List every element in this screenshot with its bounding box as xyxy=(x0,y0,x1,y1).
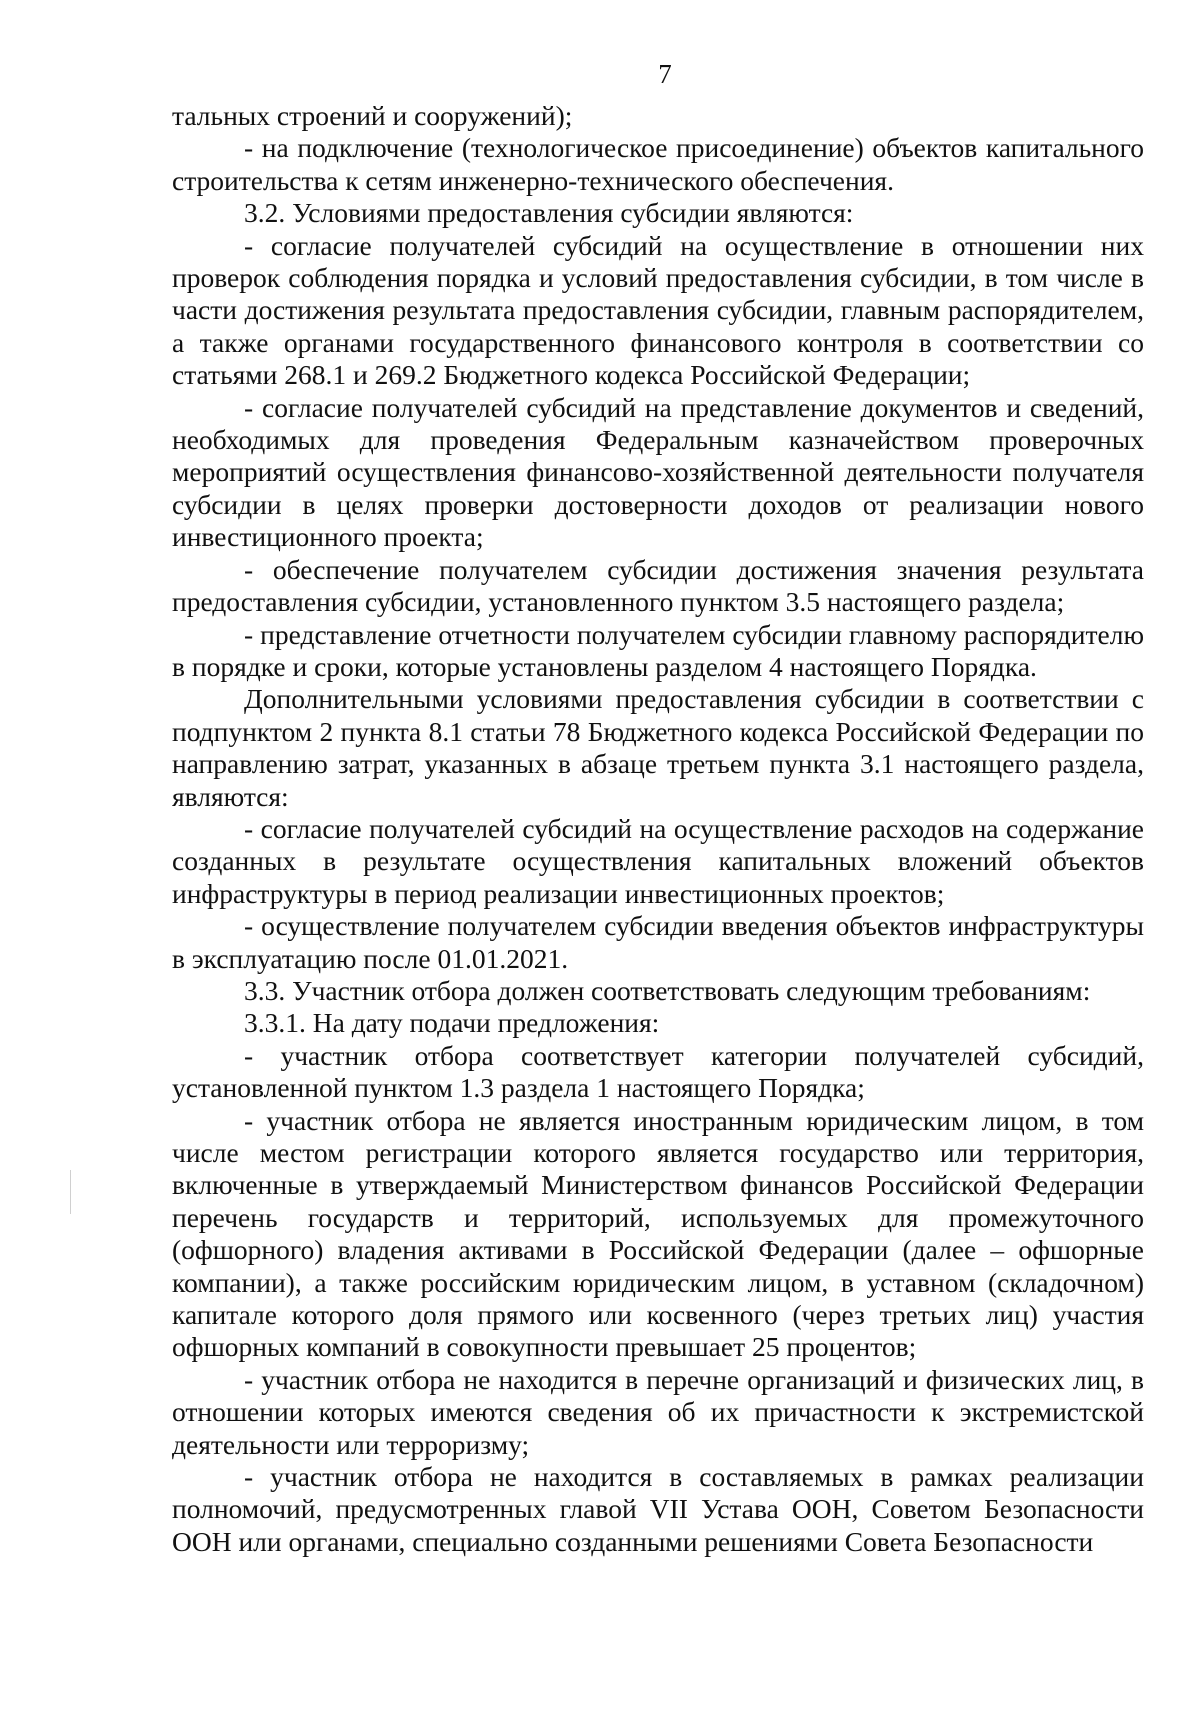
paragraph: - осуществление получателем субсидии введения объектов инфраструктуры в эксплуатацию после 01.01.2021. xyxy=(172,910,1144,974)
paragraph: - участник отбора соответствует категории получателей субсидий, установленной пунктом 1.3 раздела 1 настоящего Порядка; xyxy=(172,1039,1144,1104)
paragraph: 3.3. Участник отбора должен соответствовать следующим требованиям: xyxy=(244,974,1091,1006)
paragraph: - участник отбора не находится в перечне организаций и физических лиц, в отношении которых имеются сведения об их причастности к экстремистской деятельности или терроризму; xyxy=(172,1363,1144,1460)
paragraph: тальных строений и сооружений); xyxy=(172,100,573,131)
paragraph: - согласие получателей субсидий на представление документов и сведений, необходимых для проведения Федеральным казначейством проверочных мероприятий осуществления финансово-хозяйственной деятельности получателя субсидии в целях проверки достоверности доходов от реализации нового инвестиционного проекта; xyxy=(172,391,1144,553)
paragraph: - обеспечение получателем субсидии достижения значения результата предоставления субсидии, установленного пунктом 3.5 настоящего раздела; xyxy=(172,553,1144,618)
document-body xyxy=(172,100,1144,1558)
paragraph: - согласие получателей субсидий на осуществление расходов на содержание созданных в результате осуществления капитальных вложений объектов инфраструктуры в период реализации инвестиционных проектов; xyxy=(172,812,1144,909)
paragraph: - представление отчетности получателем субсидии главному распорядителю в порядке и сроки, которые установлены разделом 4 настоящего Порядка. xyxy=(172,618,1144,682)
page-number: 7 xyxy=(658,59,672,89)
paragraph: Дополнительными условиями предоставления субсидии в соответствии с подпунктом 2 пункта 8.1 статьи 78 Бюджетного кодекса Российской Федерации по направлению затрат, указанных в абзаце третьем пункта 3.1 настоящего раздела, являются: xyxy=(172,683,1144,812)
paragraph: 3.2. Условиями предоставления субсидии являются: xyxy=(244,197,854,229)
paragraph: - участник отбора не является иностранным юридическим лицом, в том числе местом регистрации которого является государство или территория, включенные в утверждаемый Министерством финансов Российской Федерации перечень государств и территорий, используемых для промежуточного (офшорного) владения активами в Российской Федерации (далее – офшорные компании), а также российским юридическим лицом, в уставном (складочном) капитале которого доля прямого или косвенного (через третьих лиц) участия офшорных компаний в совокупности превышает 25 процентов; xyxy=(172,1104,1144,1363)
paragraph: 3.3.1. На дату подачи предложения: xyxy=(244,1007,660,1039)
paragraph: - согласие получателей субсидий на осуществление в отношении них проверок соблюдения порядка и условий предоставления субсидии, в том числе в части достижения результата предоставления субсидии, главным распорядителем, а также органами государственного финансового контроля в соответствии со статьями 268.1 и 269.2 Бюджетного кодекса Российской Федерации; xyxy=(172,229,1144,391)
paragraph: - участник отбора не находится в составляемых в рамках реализации полномочий, предусмотренных главой VII Устава ООН, Советом Безопасности ООН или органами, специально созданными решениями Совета Безопасности xyxy=(172,1461,1144,1557)
scan-artifact xyxy=(70,1170,71,1214)
paragraph: - на подключение (технологическое присоединение) объектов капитального строительства к сетям инженерно-технического обеспечения. xyxy=(172,132,1144,196)
